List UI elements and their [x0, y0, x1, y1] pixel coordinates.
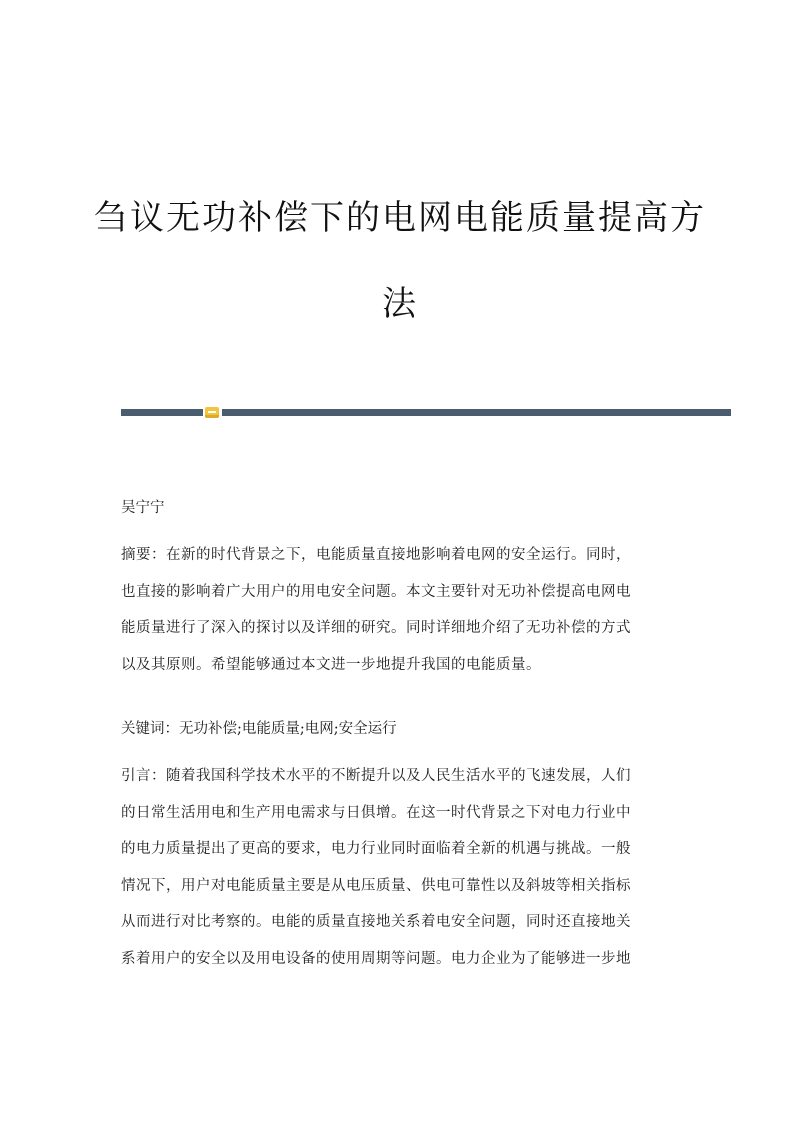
- keywords-line: 关键词：无功补偿;电能质量;电网;安全运行: [121, 721, 397, 737]
- intro-line: 的日常生活用电和生产用电需求与日俱增。在这一时代背景之下对电力行业中: [121, 804, 631, 821]
- title-divider-right: [222, 409, 731, 416]
- abstract-line: 能质量进行了深入的探讨以及详细的研究。同时详细地介绍了无功补偿的方式: [121, 620, 631, 636]
- abstract-paragraph: [121, 537, 681, 683]
- intro-line: 情况下，用户对电能质量主要是从电压质量、供电可靠性以及斜坡等相关指标: [121, 877, 631, 894]
- divider-badge-icon: [205, 407, 219, 418]
- intro-line: 的电力质量提出了更高的要求，电力行业同时面临着全新的机遇与挑战。一般: [121, 841, 631, 857]
- abstract-line: 也直接的影响着广大用户的用电安全问题。本文主要针对无功补偿提高电网电: [121, 583, 631, 600]
- abstract-line: 摘要：在新的时代背景之下，电能质量直接地影响着电网的安全运行。同时，: [121, 547, 631, 563]
- intro-line: 系着用户的安全以及用电设备的使用周期等问题。电力企业为了能够进一步地: [121, 950, 631, 967]
- title-divider-left: [121, 409, 203, 416]
- document-title-line-2: 法: [382, 284, 418, 324]
- document-title-line-1: 刍议无功补偿下的电网电能质量提高方: [94, 198, 706, 238]
- abstract-line: 以及其原则。希望能够通过本文进一步地提升我国的电能质量。: [121, 656, 541, 673]
- intro-line: 引言：随着我国科学技术水平的不断提升以及人民生活水平的飞速发展，人们: [121, 768, 631, 784]
- intro-line: 从而进行对比考察的。电能的质量直接地关系着电安全问题，同时还直接地关: [121, 914, 631, 930]
- intro-paragraph: [121, 758, 681, 977]
- author-name: 吴宁宁: [121, 500, 165, 516]
